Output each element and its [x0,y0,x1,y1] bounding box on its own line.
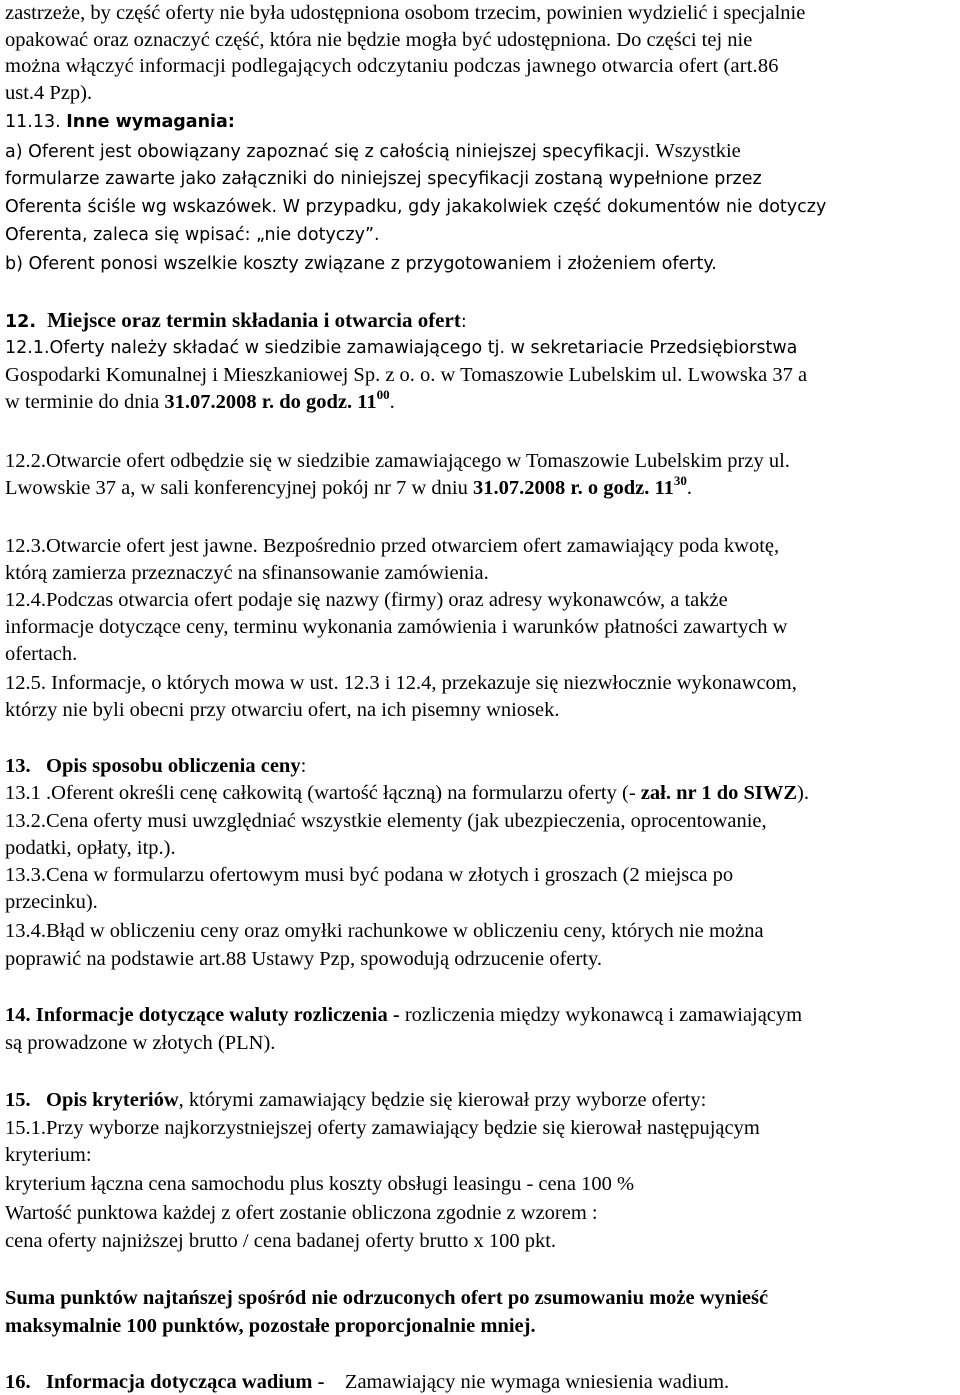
text: Lwowskie 37 a, w sali konferencyjnej pokój nr 7 w dniu [5,477,473,499]
paragraph-line [5,194,826,220]
section-title: Informacja dotycząca wadium - [46,1371,325,1393]
text: . [389,391,395,413]
text: Wszystkie [655,140,741,162]
section-heading-12 [5,307,467,335]
paragraph-line: 15.1.Przy wyborze najkorzystniejszej oferty zamawiający będzie się kierował następującym [5,1117,760,1139]
paragraph-line: ust.4 Pzp). [5,82,93,104]
paragraph-line [5,335,797,361]
text: 12.4.Podczas otwarcia ofert podaje się nazwy (firmy) oraz adresy wykonawców, a także [5,589,728,611]
section-heading-16 [5,1369,729,1395]
paragraph-line: formularze zawarte jako załączniki do niniejszej specyfikacji zostaną wypełnione przez [5,169,762,189]
paragraph-line: którzy nie byli obecni przy otwarciu ofert, na ich pisemny wniosek. [5,699,560,721]
paragraph-line: są prowadzone w złotych (PLN). [5,1032,276,1054]
paragraph-line [5,808,955,834]
text: 13.3.Cena w formularzu ofertowym musi być podana w złotych i groszach (2 miejsca po [5,864,734,886]
paragraph-line [5,780,809,806]
paragraph-line [5,389,395,415]
paragraph-line: podatki, opłaty, itp.). [5,837,176,859]
text: opakować oraz oznaczyć część, która nie będzie mogła być udostępniona. Do części tej nie [5,29,753,51]
paragraph-line: można włączyć informacji podlegających odczytaniu podczas jawnego otwarcia ofert (art.86 [5,55,779,77]
section-title: Informacje dotyczące waluty rozliczenia - [35,1004,400,1026]
paragraph-line [5,27,955,53]
paragraph-line: poprawić na podstawie art.88 Ustawy Pzp, spowodują odrzucenie oferty. [5,948,602,970]
text: zastrzeże, by część oferty nie była udostępniona osobom trzecim, powinien wydzielić i specjalnie [5,2,806,24]
text: 13.1 .Oferent określi cenę całkowitą (wartość łączną) na formularzu oferty (- [5,782,641,804]
section-heading-14 [5,1002,802,1028]
paragraph-line [5,587,955,613]
paragraph-line: cena oferty najniższej brutto / cena badanej oferty brutto x 100 pkt. [5,1230,557,1252]
paragraph-line: Wartość punktowa każdej z ofert zostanie obliczona zgodnie z wzorem : [5,1202,598,1224]
paragraph-line [5,1285,955,1311]
paragraph-line: kryterium łączna cena samochodu plus koszty obsługi leasingu - cena 100 % [5,1173,635,1195]
section-heading-11-13 [5,109,235,135]
paragraph-line: 12.5. Informacje, o których mowa w ust. 12.3 i 12.4, przekazuje się niezwłocznie wykonawcom, [5,672,797,694]
paragraph-line [5,138,741,165]
section-number: 16. [5,1371,31,1393]
text: , którymi zamawiający będzie się kierował przy wyborze oferty: [178,1089,707,1111]
paragraph-line: Oferenta, zaleca się wpisać: „nie dotyczy”. [5,225,380,245]
paragraph-line: maksymalnie 100 punktów, pozostałe proporcjonalnie mniej. [5,1315,536,1337]
text: 12.1.Oferty należy składać w siedzibie zamawiającego tj. w sekretariacie Przedsiębiorstwa [5,338,798,358]
section-title: Opis sposobu obliczenia ceny [46,755,301,777]
text: w terminie do dnia [5,391,165,413]
text: : [460,312,467,332]
deadline-date: 31.07.2008 r. do godz. 11 [164,391,377,413]
section-number: 11.13. [5,112,61,132]
text: W przypadku, gdy jakakolwiek część dokumentów nie dotyczy [282,197,827,217]
paragraph-line: b) Oferent ponosi wszelkie koszty związane z przygotowaniem i złożeniem oferty. [5,254,717,274]
section-title: Miejsce oraz termin składania i otwarcia ofert [47,308,461,332]
paragraph-line: ofertach. [5,643,78,665]
paragraph-line [5,475,692,501]
paragraph-line: którą zamierza przeznaczyć na sfinansowanie zamówienia. [5,562,489,584]
paragraph-line [5,0,955,26]
text: . [686,477,692,499]
text: Oferenta ściśle wg wskazówek. [5,197,278,217]
text: Zamawiający nie wymaga wniesienia wadium. [344,1371,730,1393]
section-number: 13. [5,755,31,777]
section-heading-13 [5,753,306,779]
paragraph-line: 13.4.Błąd w obliczeniu ceny oraz omyłki rachunkowe w obliczeniu ceny, których nie można [5,920,764,942]
paragraph-line: przecinku). [5,891,98,913]
paragraph-line: Gospodarki Komunalnej i Mieszkaniowej Sp. z o. o. w Tomaszowie Lubelskim ul. Lwowska 37 a [5,364,808,386]
text: rozliczenia między wykonawcą i zamawiającym [399,1004,803,1026]
paragraph-line: 12.3.Otwarcie ofert jest jawne. Bezpośrednio przed otwarciem ofert zamawiający poda kwotę, [5,535,780,557]
paragraph-line [5,862,955,888]
paragraph-line: informacje dotyczące ceny, terminu wykonania zamówienia i warunków płatności zawartych w [5,616,788,638]
text: ). [797,782,809,804]
section-title: Inne wymagania: [66,112,235,132]
superscript: 30 [673,473,687,488]
section-number: 12. [5,312,37,332]
attachment-reference: zał. nr 1 do SIWZ [640,782,798,804]
text: 13.2.Cena oferty musi uwzględniać wszystkie elementy (jak ubezpieczenia, oprocentowanie, [5,810,767,832]
paragraph-line: kryterium: [5,1144,92,1166]
paragraph-line: 12.2.Otwarcie ofert odbędzie się w siedzibie zamawiającego w Tomaszowie Lubelskim przy ul. [5,450,790,472]
text: a) Oferent jest obowiązany zapoznać się z całością niniejszej specyfikacji. [5,142,650,162]
section-number: 14. [5,1004,31,1026]
opening-date: 31.07.2008 r. o godz. 11 [473,477,674,499]
section-title: Opis kryteriów [46,1089,179,1111]
superscript: 00 [376,387,390,402]
section-number: 15. [5,1089,31,1111]
text: Suma punktów najtańszej spośród nie odrzuconych ofert po zsumowaniu może wynieść [5,1287,769,1309]
text: : [300,755,307,777]
section-heading-15 [5,1087,706,1113]
